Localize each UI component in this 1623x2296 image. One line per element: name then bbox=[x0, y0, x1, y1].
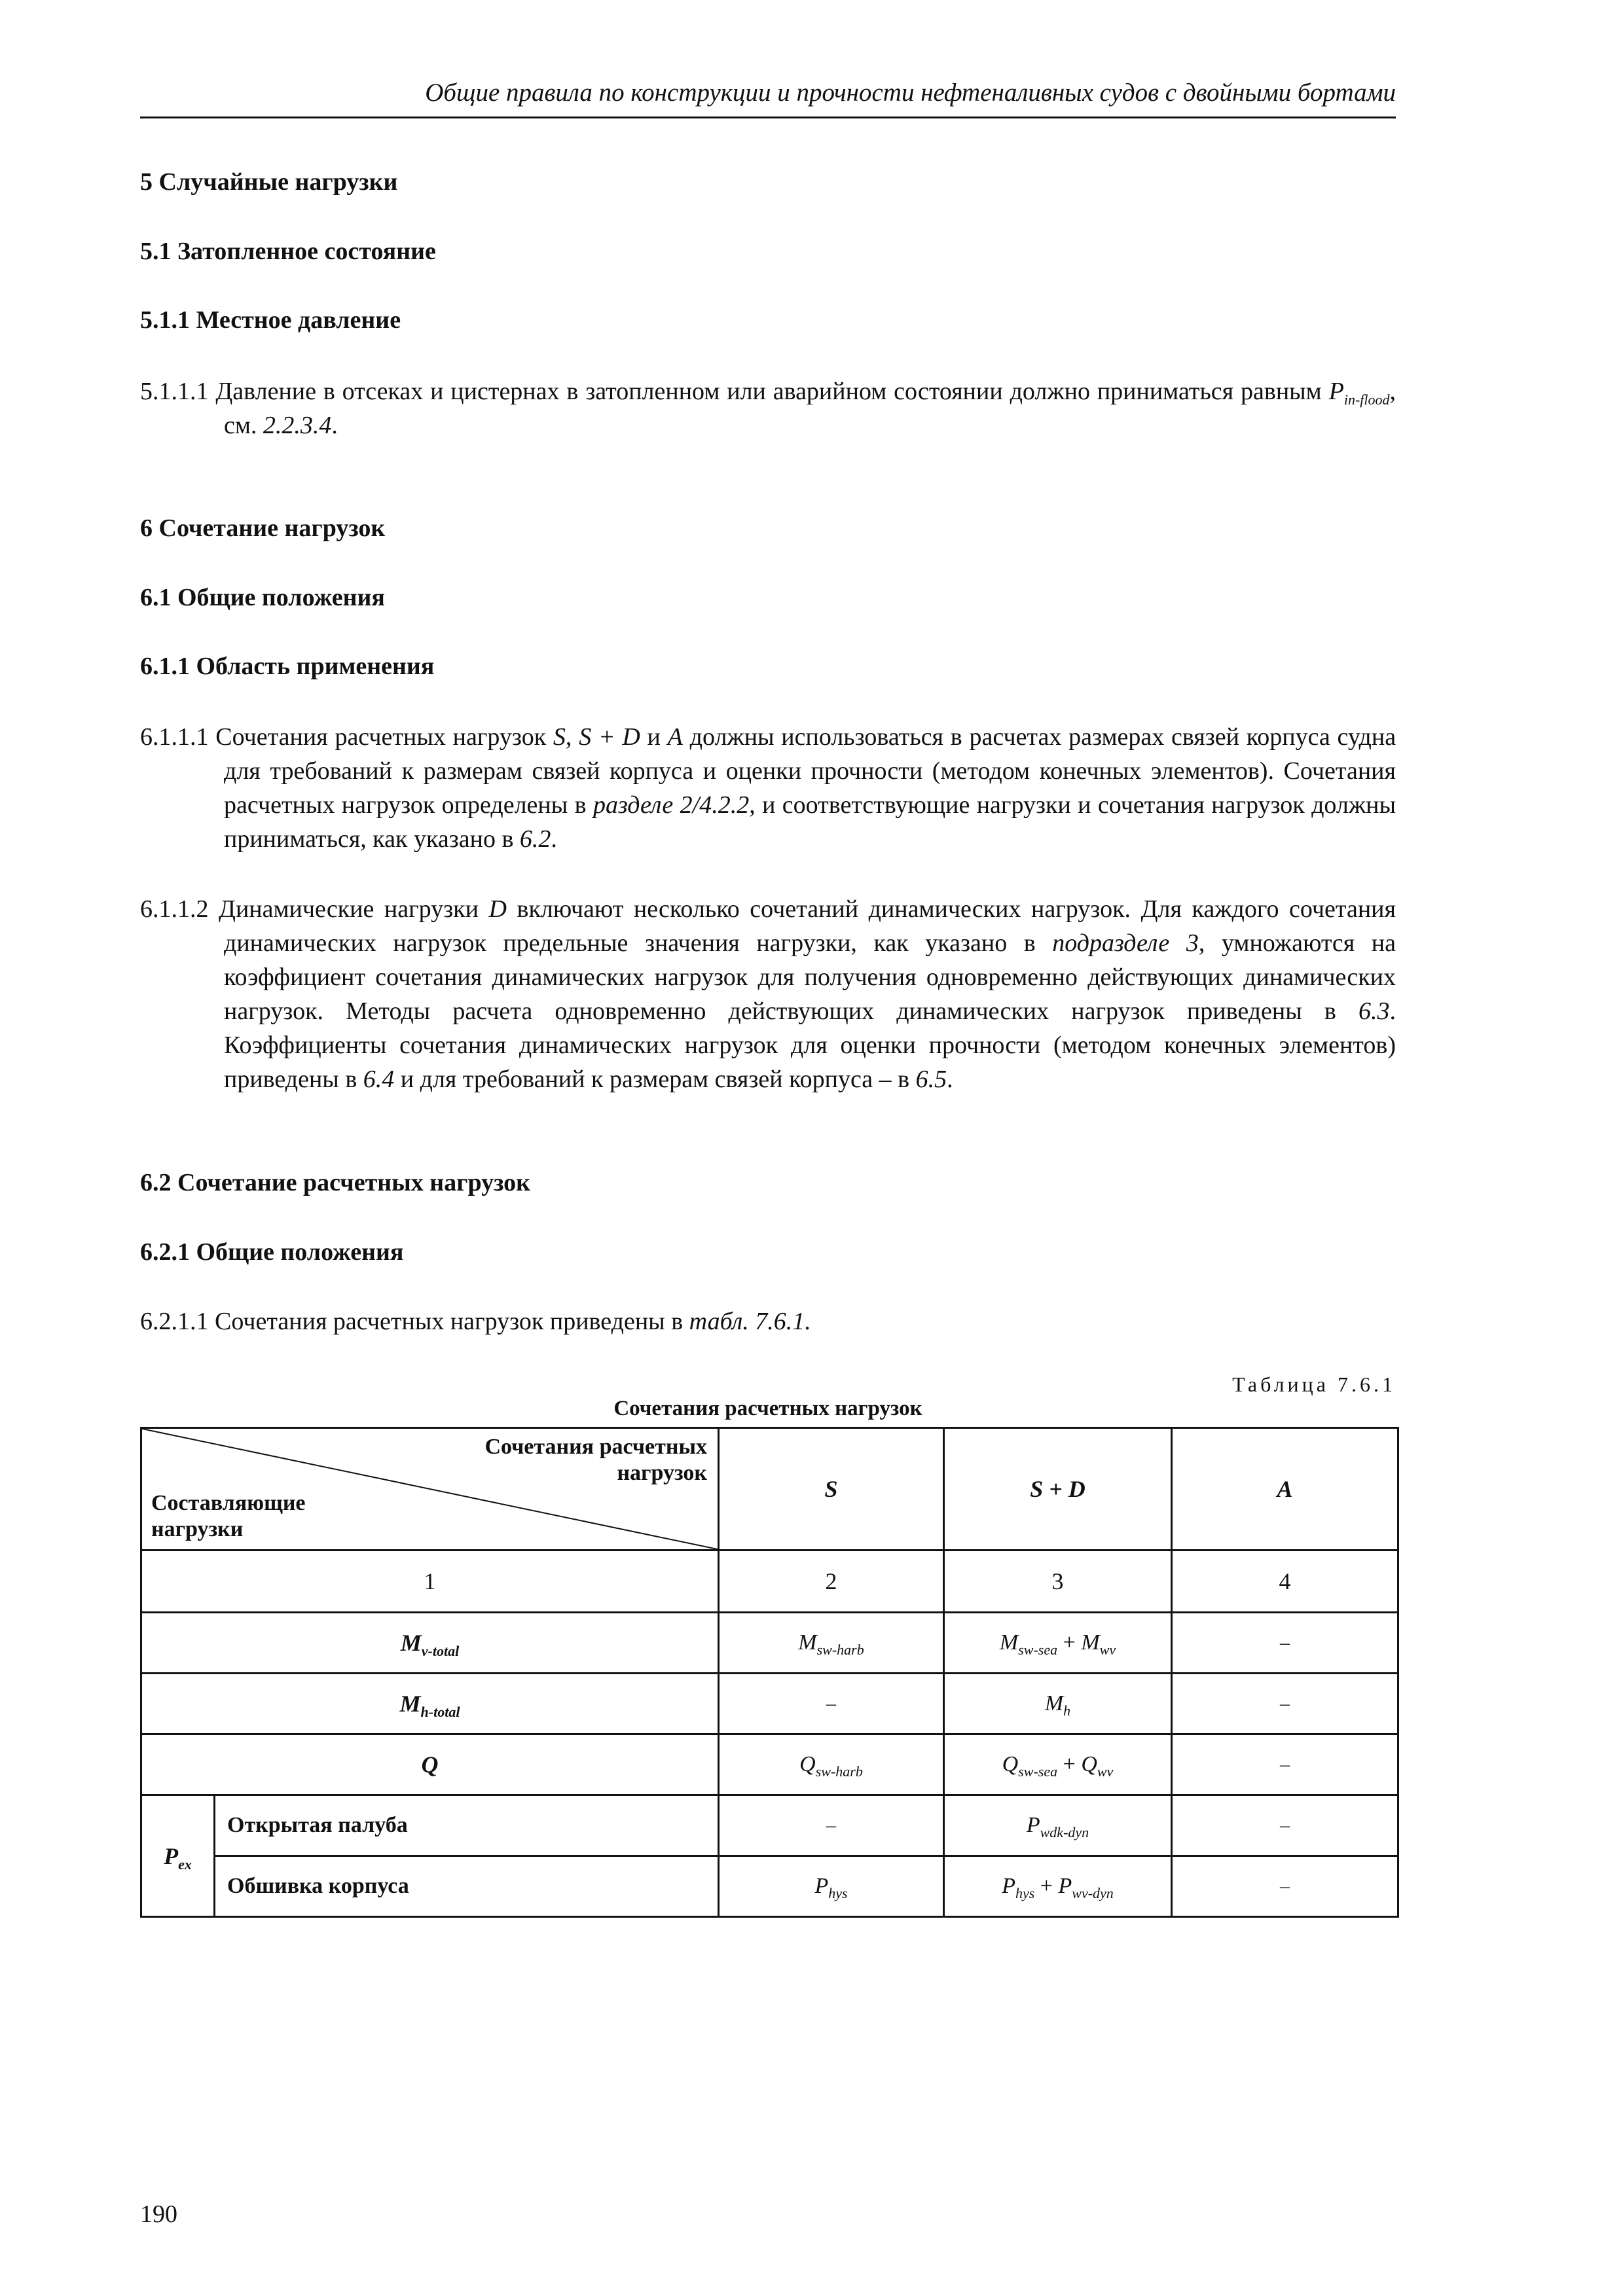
paragraph-6-2-1-1: 6.2.1.1 Сочетания расчетных нагрузок приведены в табл. 7.6.1. bbox=[140, 1308, 811, 1335]
heading-6-1: 6.1 Общие положения bbox=[140, 584, 385, 611]
table-cell: – bbox=[719, 1795, 944, 1856]
load-combinations-table bbox=[140, 1427, 1399, 1918]
row-group-label: Составляющие нагрузки bbox=[151, 1491, 306, 1541]
table-corner-cell bbox=[141, 1428, 719, 1551]
column-number: 4 bbox=[1172, 1551, 1398, 1613]
paragraph-number: 6.1.1.2 bbox=[140, 895, 209, 923]
row-label: $M_{v-total}$ bbox=[141, 1613, 719, 1674]
paragraph-number: 6.2.1.1 bbox=[140, 1308, 209, 1335]
cross-reference: 6.5 bbox=[915, 1066, 947, 1093]
running-header: Общие правила по конструкции и прочности нефтеналивных судов с двойными бортами bbox=[425, 79, 1396, 107]
row-label: Обшивка корпуса bbox=[215, 1856, 719, 1917]
table-cell: – bbox=[1172, 1795, 1398, 1856]
paragraph-6-1-1-1: 6.1.1.1 Сочетания расчетных нагрузок S, S + D и A должны использоваться в расчетах размерах связей корпуса судна для требований к размерам связей корпуса и оценки прочности (методом конечных элементов). Сочетания расчетных нагрузок определены в разделе 2/4.2.2, и соответствующие нагрузки и сочетания нагрузок должны приниматься, как указано в 6.2. bbox=[140, 723, 1396, 853]
column-number: 3 bbox=[944, 1551, 1172, 1613]
row-label: $M_{h-total}$ bbox=[141, 1674, 719, 1734]
table-cell: – bbox=[1172, 1734, 1398, 1795]
symbol: P bbox=[1328, 378, 1344, 405]
table-row-open-deck bbox=[141, 1795, 1398, 1856]
column-number: 2 bbox=[719, 1551, 944, 1613]
cross-reference: 2.2.3.4 bbox=[263, 412, 332, 439]
table-header-row bbox=[141, 1428, 1398, 1551]
paragraph-6-1-1-2: 6.1.1.2 Динамические нагрузки D включают несколько сочетаний динамических нагрузок. Для каждого сочетания динамических нагрузок предельные значения нагрузки, как указано в подразделе 3, умножаются на коэффициент сочетания динамических нагрузок для получения одновременно действующих динамических нагрузок. Методы расчета одновременно действующих динамических нагрузок приведены в 6.3. Коэффициенты сочетания динамических нагрузок для оценки прочности (методом конечных элементов) приведены в 6.4 и для требований к размерам связей корпуса – в 6.5. bbox=[140, 895, 1396, 1093]
table-cell: $M_{sw-harb}$ bbox=[719, 1613, 944, 1674]
table-row-q bbox=[141, 1734, 1398, 1795]
row-group-label-p-ex: $P_{ex}$ bbox=[141, 1795, 215, 1917]
table-row-m-h-total bbox=[141, 1674, 1398, 1734]
heading-5-1-1: 5.1.1 Местное давление bbox=[140, 306, 401, 334]
header-rule bbox=[140, 117, 1396, 118]
heading-6-2: 6.2 Сочетание расчетных нагрузок bbox=[140, 1169, 531, 1196]
table-cell: $P_{wdk-dyn}$ bbox=[944, 1795, 1172, 1856]
column-group-label: Сочетания расчетных нагрузок bbox=[484, 1435, 707, 1485]
heading-6-1-1: 6.1.1 Область применения bbox=[140, 653, 435, 680]
table-row-hull-shell bbox=[141, 1856, 1398, 1917]
column-header-s: S bbox=[719, 1428, 944, 1551]
table-cell: – bbox=[1172, 1856, 1398, 1917]
heading-6: 6 Сочетание нагрузок bbox=[140, 514, 386, 542]
table-cell: $M_h$ bbox=[944, 1674, 1172, 1734]
table-cell: $Q_{sw-sea} + Q_{wv}$ bbox=[944, 1734, 1172, 1795]
table-cell: – bbox=[719, 1674, 944, 1734]
table-number-row bbox=[141, 1551, 1398, 1613]
table-label: Таблица 7.6.1 bbox=[1232, 1372, 1396, 1396]
column-number: 1 bbox=[141, 1551, 719, 1613]
paragraph-5-1-1-1: 5.1.1.1 Давление в отсеках и цистернах в затопленном или аварийном состоянии должно приниматься равным $P_{in-flood}$, см. 2.2.3.4. bbox=[140, 378, 1396, 439]
heading-5-1: 5.1 Затопленное состояние bbox=[140, 238, 436, 265]
cross-reference: разделе 2/4.2.2 bbox=[593, 791, 750, 819]
column-header-a: A bbox=[1172, 1428, 1398, 1551]
column-header-s-d: S + D bbox=[944, 1428, 1172, 1551]
table-cell: – bbox=[1172, 1613, 1398, 1674]
paragraph-number: 6.1.1.1 bbox=[140, 723, 209, 751]
table-caption: Сочетания расчетных нагрузок bbox=[613, 1397, 922, 1420]
cross-reference: 6.2 bbox=[519, 825, 551, 853]
heading-5: 5 Случайные нагрузки bbox=[140, 168, 398, 196]
heading-6-2-1: 6.2.1 Общие положения bbox=[140, 1238, 404, 1266]
row-label: Открытая палуба bbox=[215, 1795, 719, 1856]
table-row-m-v-total bbox=[141, 1613, 1398, 1674]
table-cell: – bbox=[1172, 1674, 1398, 1734]
cross-reference: 6.3 bbox=[1359, 997, 1390, 1025]
table-cell: $M_{sw-sea} + M_{wv}$ bbox=[944, 1613, 1172, 1674]
cross-reference: подразделе 3 bbox=[1052, 929, 1199, 957]
table-cell: $P_{hys}$ bbox=[719, 1856, 944, 1917]
cross-reference: 6.4 bbox=[363, 1066, 395, 1093]
table-cell: $P_{hys} + P_{wv-dyn}$ bbox=[944, 1856, 1172, 1917]
cross-reference: табл. 7.6.1. bbox=[689, 1308, 811, 1335]
row-label: Q bbox=[141, 1734, 719, 1795]
table-cell: $Q_{sw-harb}$ bbox=[719, 1734, 944, 1795]
paragraph-number: 5.1.1.1 bbox=[140, 378, 209, 405]
page-number: 190 bbox=[140, 2200, 177, 2228]
